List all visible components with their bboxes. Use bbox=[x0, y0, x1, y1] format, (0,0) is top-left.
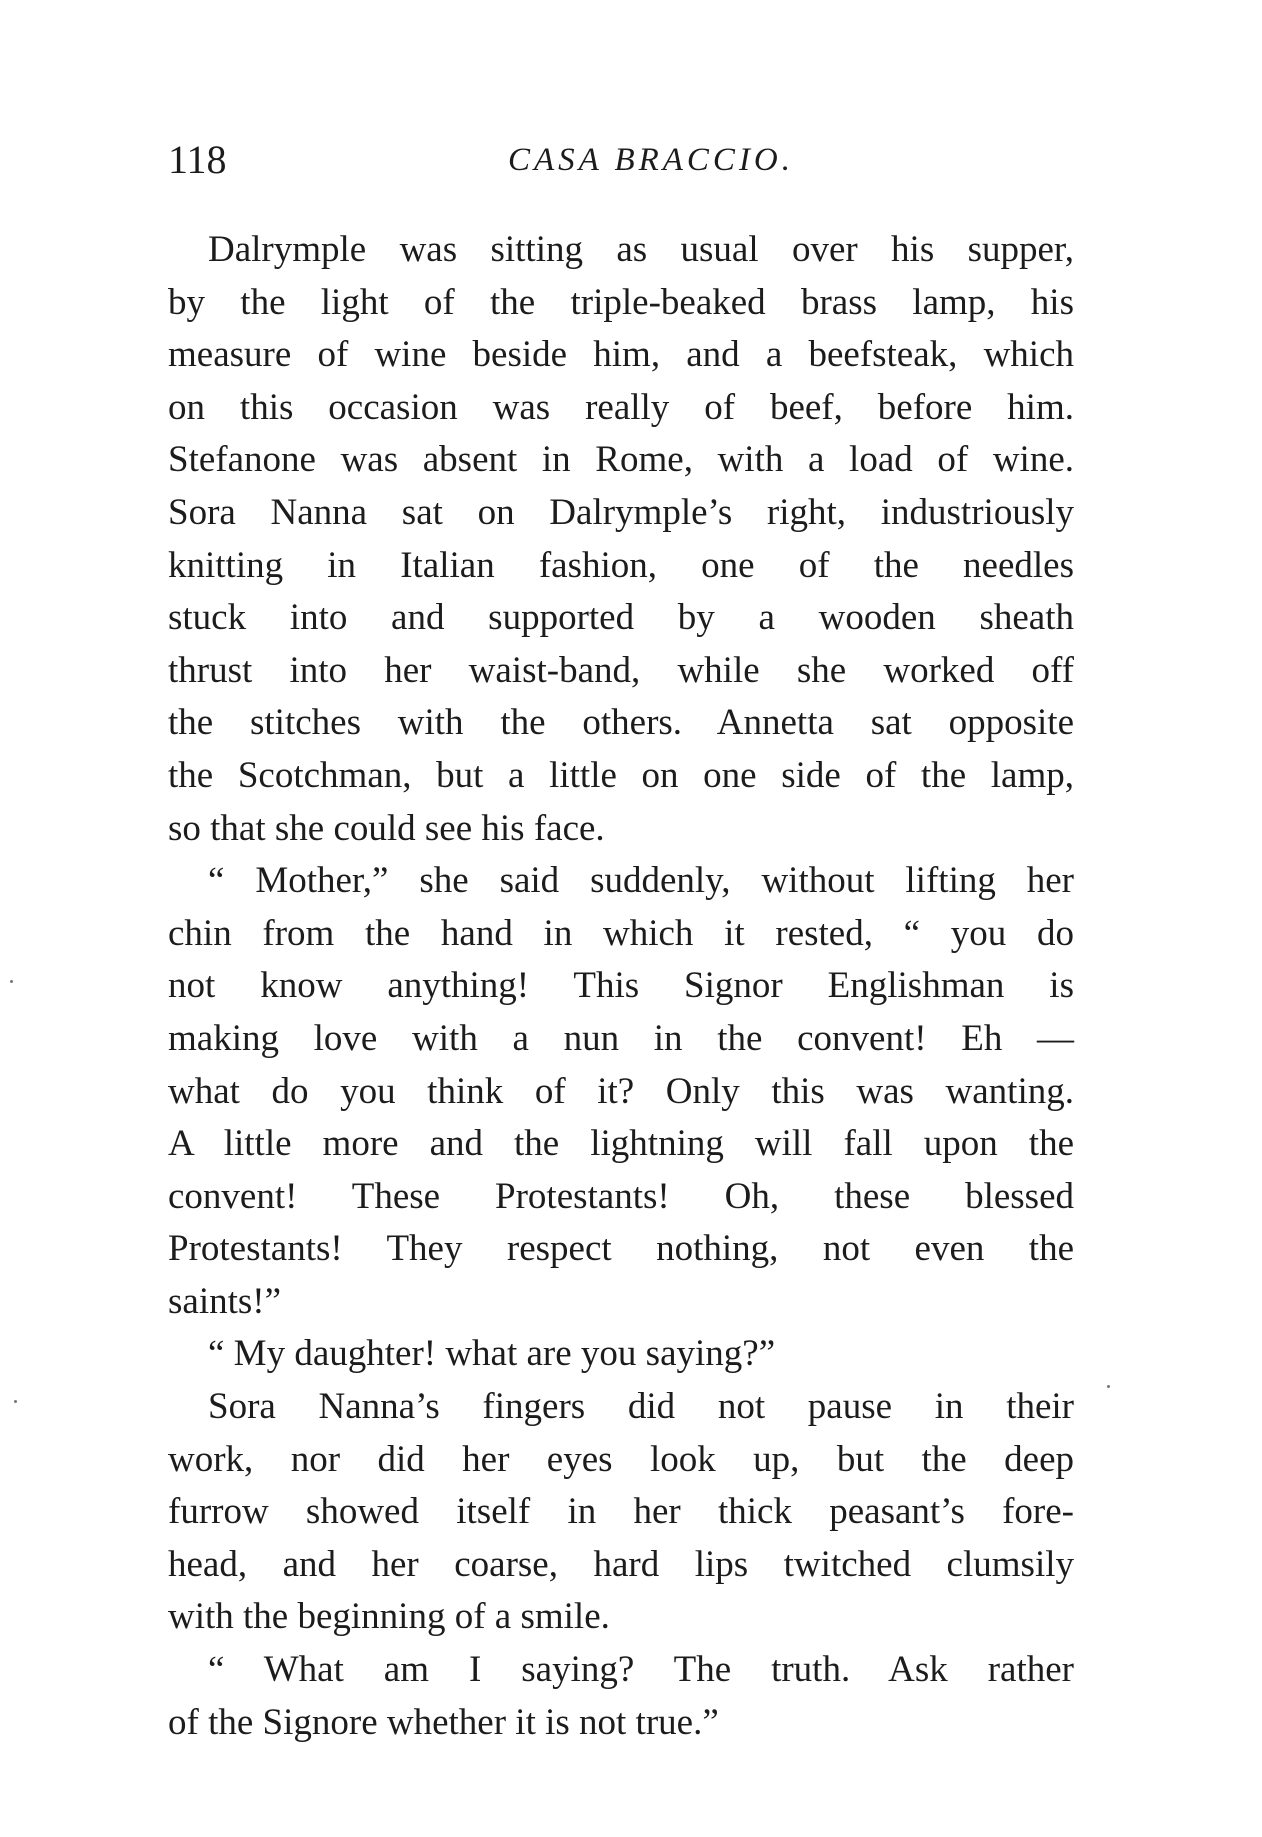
page-header bbox=[168, 130, 1074, 190]
text-line: “ Mother,” she said suddenly, without lifting her bbox=[208, 860, 1074, 902]
text-line: making love with a nun in the convent! Eh — bbox=[168, 1017, 1074, 1059]
text-line: “ My daughter! what are you saying?” bbox=[208, 1333, 776, 1375]
text-line: saints!” bbox=[168, 1280, 282, 1322]
paragraph bbox=[168, 855, 1074, 1328]
paragraph bbox=[168, 1644, 1074, 1749]
running-title: CASA BRACCIO. bbox=[507, 142, 795, 178]
text-line: chin from the hand in which it rested, “ you do bbox=[168, 912, 1074, 954]
text-line: Sora Nanna’s fingers did not pause in their bbox=[208, 1386, 1074, 1428]
text-line: what do you think of it? Only this was wanting. bbox=[168, 1070, 1074, 1112]
text-line: of the Signore whether it is not true.” bbox=[168, 1701, 719, 1743]
text-line: “ What am I saying? The truth. Ask rather bbox=[208, 1649, 1074, 1691]
text-line: with the beginning of a smile. bbox=[168, 1596, 610, 1638]
paragraph bbox=[168, 1328, 1074, 1381]
text-line: the stitches with the others. Annetta sat opposite bbox=[168, 702, 1074, 744]
text-line: not know anything! This Signor Englishman is bbox=[168, 965, 1074, 1007]
text-line: convent! These Protestants! Oh, these blessed bbox=[168, 1175, 1074, 1217]
text-line: Protestants! They respect nothing, not even the bbox=[168, 1228, 1074, 1270]
paragraph bbox=[168, 1381, 1074, 1644]
text-line: so that she could see his face. bbox=[168, 807, 605, 849]
text-line: Dalrymple was sitting as usual over his supper, bbox=[208, 229, 1074, 270]
body-text bbox=[168, 224, 1074, 1749]
text-line: work, nor did her eyes look up, but the deep bbox=[168, 1438, 1074, 1480]
text-line: thrust into her waist-band, while she worked off bbox=[168, 649, 1074, 691]
page-number: 118 bbox=[168, 137, 227, 182]
text-line: head, and her coarse, hard lips twitched clumsily bbox=[168, 1543, 1074, 1585]
scan-speck bbox=[1107, 1385, 1110, 1388]
scan-speck bbox=[10, 980, 13, 983]
text-line: knitting in Italian fashion, one of the needles bbox=[168, 544, 1074, 586]
text-line: on this occasion was really of beef, before him. bbox=[168, 386, 1074, 428]
text-line: A little more and the lightning will fall upon the bbox=[168, 1123, 1074, 1165]
text-line: the Scotchman, but a little on one side of the lamp, bbox=[168, 754, 1074, 796]
paragraph bbox=[168, 224, 1074, 855]
scan-speck bbox=[14, 1400, 17, 1403]
text-line: measure of wine beside him, and a beefsteak, which bbox=[168, 334, 1074, 376]
text-line: Stefanone was absent in Rome, with a load of wine. bbox=[168, 439, 1074, 481]
text-line: by the light of the triple-beaked brass lamp, his bbox=[168, 281, 1074, 323]
text-line: Sora Nanna sat on Dalrymple’s right, industriously bbox=[168, 491, 1074, 533]
text-line: stuck into and supported by a wooden sheath bbox=[168, 597, 1074, 639]
text-line: furrow showed itself in her thick peasant’s fore- bbox=[168, 1491, 1074, 1533]
